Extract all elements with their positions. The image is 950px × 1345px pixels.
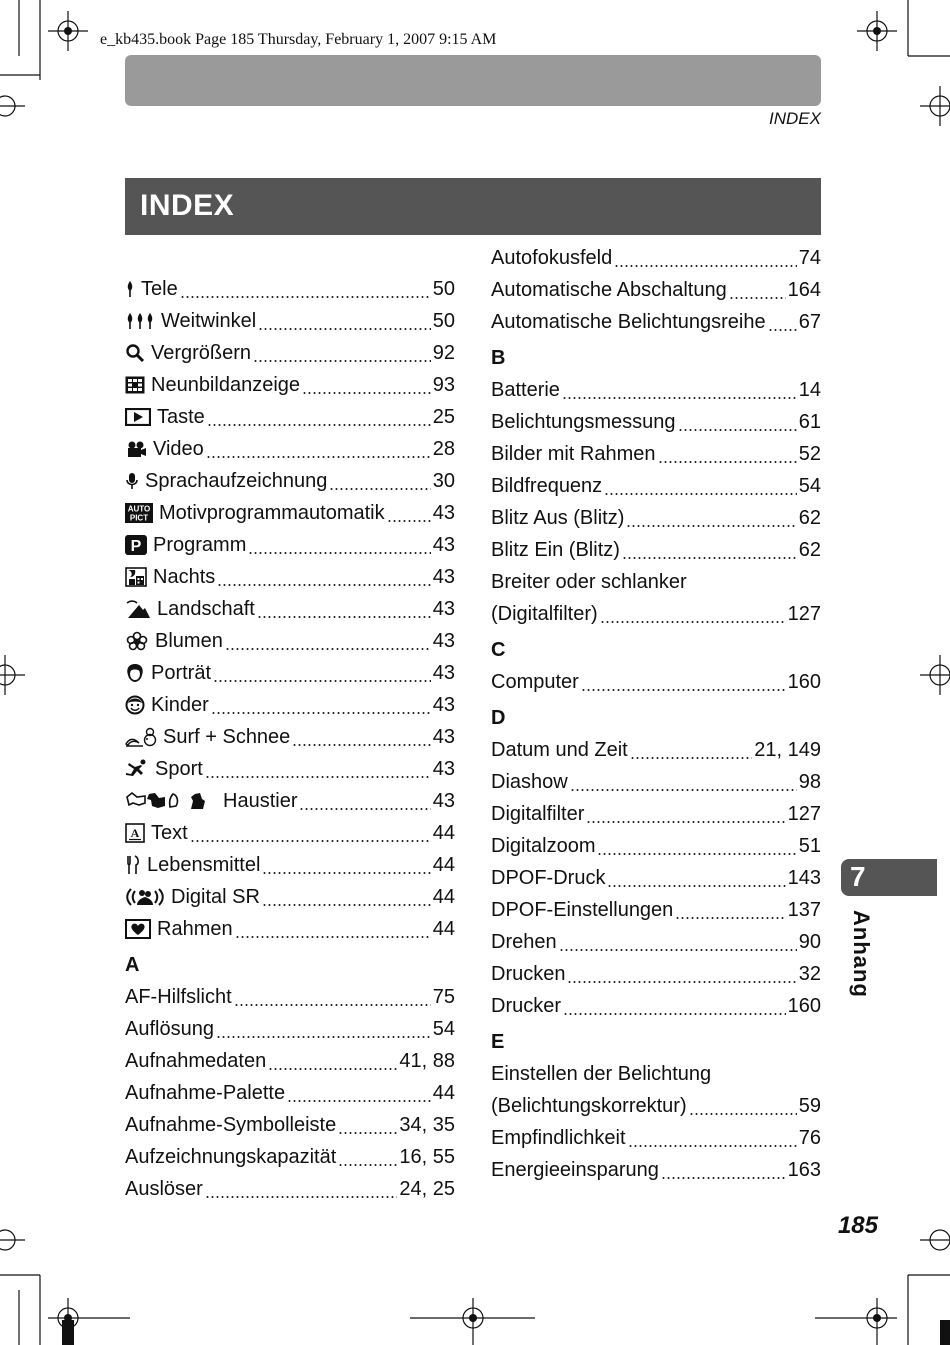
index-term: Datum und Zeit <box>491 739 628 761</box>
index-term: Neunbildanzeige <box>151 374 301 396</box>
dot-leader <box>597 853 796 862</box>
index-page-ref: 164 <box>787 279 821 301</box>
index-page-ref: 51 <box>798 835 821 857</box>
index-page-ref: 143 <box>787 867 821 889</box>
dot-leader <box>586 821 785 830</box>
nine-grid-icon <box>125 375 145 395</box>
dot-leader <box>614 265 797 274</box>
index-term: Programm <box>153 534 247 556</box>
index-term: Digitalfilter <box>491 803 585 825</box>
portrait-icon <box>125 663 145 683</box>
dot-leader <box>225 648 431 657</box>
index-page-ref: 127 <box>787 803 821 825</box>
index-page-ref: 43 <box>432 534 455 556</box>
index-entry <box>125 849 455 881</box>
kids-icon <box>125 695 145 715</box>
index-term: Aufzeichnungskapazität <box>125 1146 337 1168</box>
dot-leader <box>338 1132 397 1141</box>
index-entry <box>125 465 455 497</box>
index-page-ref: 93 <box>432 374 455 396</box>
index-term: Computer <box>491 671 579 693</box>
index-entry <box>491 502 821 534</box>
index-page-ref: 163 <box>787 1159 821 1181</box>
index-entry <box>125 529 455 561</box>
dot-leader <box>268 1068 397 1077</box>
index-page-ref: 127 <box>787 603 821 625</box>
index-term: Autofokusfeld <box>491 247 613 269</box>
dot-leader <box>559 949 797 958</box>
digital-sr-icon <box>125 887 165 907</box>
index-entry <box>125 881 455 913</box>
index-term: Rahmen <box>157 918 233 940</box>
index-entry <box>125 1173 455 1205</box>
index-entry <box>125 1013 455 1045</box>
dot-leader <box>217 584 431 593</box>
dot-leader <box>262 904 431 913</box>
index-entry <box>491 990 821 1022</box>
index-entry <box>125 273 455 305</box>
dot-leader <box>262 872 430 881</box>
index-entry <box>125 1045 455 1077</box>
index-term: Belichtungsmessung <box>491 411 676 433</box>
dot-leader <box>622 557 797 566</box>
print-header: e_kb435.book Page 185 Thursday, February 1, 2007 9:15 AM <box>100 31 497 48</box>
index-page-ref: 90 <box>798 931 821 953</box>
chapter-number: 7 <box>850 861 866 892</box>
dot-leader <box>387 520 431 529</box>
dot-leader <box>581 689 786 698</box>
index-entry <box>491 734 821 766</box>
dot-leader <box>600 621 786 630</box>
page-number: 185 <box>837 1212 878 1239</box>
index-entry <box>125 305 455 337</box>
index-page-ref: 44 <box>432 886 455 908</box>
index-entry <box>491 374 821 406</box>
dot-leader <box>258 328 431 337</box>
title-bar <box>125 178 821 235</box>
index-page-ref: 160 <box>787 995 821 1017</box>
index-term: Taste <box>157 406 205 428</box>
dot-leader <box>675 917 785 926</box>
index-term: Digitalzoom <box>491 835 596 857</box>
index-term: Digital SR <box>171 886 260 908</box>
index-term: Kinder <box>151 694 209 716</box>
index-entry <box>125 753 455 785</box>
index-entry <box>491 894 821 926</box>
index-page-ref: 16, 55 <box>399 1146 455 1168</box>
index-entry-continued: Einstellen der Belichtung <box>491 1062 712 1085</box>
index-page-ref: 43 <box>432 694 455 716</box>
index-entry <box>125 369 455 401</box>
dot-leader <box>234 1004 431 1013</box>
chapter-name <box>846 910 876 1000</box>
dot-leader <box>607 885 785 894</box>
index-entry <box>491 830 821 862</box>
index-page-ref: 30 <box>432 470 455 492</box>
index-page-ref: 75 <box>432 986 455 1008</box>
index-page-ref: 74 <box>798 247 821 269</box>
index-entry <box>491 470 821 502</box>
index-page-ref: 32 <box>798 963 821 985</box>
index-entry <box>125 561 455 593</box>
index-term: Porträt <box>151 662 212 684</box>
index-entry <box>125 689 455 721</box>
index-term: Aufnahme-Palette <box>125 1082 286 1104</box>
index-entry <box>491 1090 821 1122</box>
dot-leader <box>729 297 786 306</box>
index-page-ref: 137 <box>787 899 821 921</box>
index-entry <box>491 274 821 306</box>
dot-leader <box>338 1164 397 1173</box>
dot-leader <box>628 1145 797 1154</box>
index-page-ref: 41, 88 <box>399 1050 455 1072</box>
index-page-ref: 62 <box>798 539 821 561</box>
index-term: Auflösung <box>125 1018 214 1040</box>
sport-icon <box>125 759 149 779</box>
index-page-ref: 44 <box>432 822 455 844</box>
dot-leader <box>567 981 796 990</box>
index-letter-heading: C <box>491 639 506 661</box>
auto-pict-icon <box>125 503 153 523</box>
dot-leader <box>563 1013 786 1022</box>
index-entry <box>491 958 821 990</box>
index-term: Bildfrequenz <box>491 475 603 497</box>
dot-leader <box>206 456 431 465</box>
index-page-ref: 43 <box>432 790 455 812</box>
index-term: Vergrößern <box>151 342 252 364</box>
index-page-ref: 54 <box>798 475 821 497</box>
index-term: Drehen <box>491 931 557 953</box>
index-entry <box>491 926 821 958</box>
index-page-ref: 76 <box>798 1127 821 1149</box>
index-term: Haustier <box>223 790 298 812</box>
index-page-ref: 59 <box>798 1095 821 1117</box>
index-page-ref: 50 <box>432 310 455 332</box>
dot-leader <box>302 392 431 401</box>
index-page-ref: 25 <box>432 406 455 428</box>
index-entry <box>491 438 821 470</box>
index-entry <box>491 798 821 830</box>
dot-leader <box>678 429 797 438</box>
flower-icon <box>125 631 149 651</box>
page-title: INDEX <box>140 189 235 222</box>
index-entry <box>491 306 821 338</box>
index-page-ref: 43 <box>432 598 455 620</box>
playback-icon <box>125 407 151 427</box>
index-page-ref: 67 <box>798 311 821 333</box>
index-entry <box>491 766 821 798</box>
index-entry <box>125 625 455 657</box>
index-term: Motivprogrammautomatik <box>159 502 385 524</box>
index-page-ref: 50 <box>432 278 455 300</box>
microphone-icon <box>125 471 139 491</box>
dot-leader <box>658 461 797 470</box>
section-label: INDEX <box>769 109 821 128</box>
dot-leader <box>604 493 797 502</box>
index-page-ref: 44 <box>432 1082 455 1104</box>
index-page-ref: 43 <box>432 630 455 652</box>
dot-leader <box>180 296 431 305</box>
index-term: Lebensmittel <box>147 854 261 876</box>
index-term: DPOF-Druck <box>491 867 606 889</box>
index-entry <box>125 1077 455 1109</box>
index-entry <box>125 657 455 689</box>
index-term: Automatische Belichtungsreihe <box>491 311 766 333</box>
dot-leader <box>562 397 797 406</box>
svg-text:PICT: PICT <box>129 513 149 523</box>
index-page-ref: 14 <box>798 379 821 401</box>
index-term: Aufnahmedaten <box>125 1050 267 1072</box>
index-term: Auslöser <box>125 1178 203 1200</box>
dot-leader <box>257 616 431 625</box>
chapter-name-text: Anhang <box>849 910 874 998</box>
index-term: Aufnahme-Symbolleiste <box>125 1114 337 1136</box>
index-entry <box>125 721 455 753</box>
video-icon <box>125 439 147 459</box>
index-page-ref: 21, 149 <box>754 739 821 761</box>
index-entry <box>491 598 821 630</box>
index-entry <box>125 817 455 849</box>
wide-icon <box>125 311 155 331</box>
dot-leader <box>216 1036 431 1045</box>
dot-leader <box>207 424 431 433</box>
index-page-ref: 43 <box>432 662 455 684</box>
index-term: AF-Hilfslicht <box>125 986 232 1008</box>
index-page-ref: 44 <box>432 854 455 876</box>
index-entry <box>125 337 455 369</box>
index-letter-heading: A <box>125 954 140 976</box>
tele-icon <box>125 279 135 299</box>
index-entry <box>125 913 455 945</box>
index-term: (Belichtungskorrektur) <box>491 1095 687 1117</box>
chapter-tab <box>841 859 937 896</box>
index-entry <box>125 1141 455 1173</box>
index-term: Bilder mit Rahmen <box>491 443 656 465</box>
index-entry-continued: Breiter oder schlanker <box>491 570 687 593</box>
index-term: Surf + Schnee <box>163 726 291 748</box>
index-entry <box>491 1122 821 1154</box>
dot-leader <box>205 1196 398 1205</box>
index-term: Text <box>151 822 188 844</box>
index-letter-heading: B <box>491 347 506 369</box>
index-term: Energieeinsparung <box>491 1159 659 1181</box>
index-entry <box>491 534 821 566</box>
index-entry <box>125 785 455 817</box>
index-page-ref: 43 <box>432 758 455 780</box>
index-entry <box>125 401 455 433</box>
index-page-ref: 34, 35 <box>399 1114 455 1136</box>
index-page-ref: 43 <box>432 726 455 748</box>
index-term: Nachts <box>153 566 216 588</box>
dot-leader <box>329 488 430 497</box>
index-page-ref: 54 <box>432 1018 455 1040</box>
index-page-ref: 92 <box>432 342 455 364</box>
index-page-ref: 43 <box>432 566 455 588</box>
dot-leader <box>287 1100 431 1109</box>
index-term: Video <box>153 438 204 460</box>
index-column-right <box>491 242 821 1186</box>
text-icon <box>125 823 145 843</box>
index-page-ref: 28 <box>432 438 455 460</box>
index-term: Weitwinkel <box>161 310 257 332</box>
index-term: Drucker <box>491 995 562 1017</box>
pet-icon <box>125 791 217 811</box>
index-term: Blitz Aus (Blitz) <box>491 507 625 529</box>
svg-text:P: P <box>130 538 142 555</box>
index-term: Automatische Abschaltung <box>491 279 727 301</box>
dot-leader <box>661 1177 786 1186</box>
index-letter-heading: E <box>491 1031 505 1053</box>
dot-leader <box>299 808 430 817</box>
svg-text:AUTO: AUTO <box>127 504 151 514</box>
index-entry <box>125 981 455 1013</box>
dot-leader <box>205 776 431 785</box>
svg-text:A: A <box>130 826 140 840</box>
dot-leader <box>211 712 431 721</box>
dot-leader <box>235 936 431 945</box>
index-page-ref: 98 <box>798 771 821 793</box>
index-entry <box>491 406 821 438</box>
magnify-icon <box>125 343 145 363</box>
header-band <box>125 55 821 106</box>
index-term: Drucken <box>491 963 566 985</box>
dot-leader <box>768 329 797 338</box>
index-page-ref: 44 <box>432 918 455 940</box>
index-term: Sprachaufzeichnung <box>145 470 328 492</box>
dot-leader <box>248 552 430 561</box>
surf-snow-icon <box>125 727 157 747</box>
index-page-ref: 61 <box>798 411 821 433</box>
index-page-ref: 160 <box>787 671 821 693</box>
night-icon <box>125 567 147 587</box>
index-term: Empfindlichkeit <box>491 1127 626 1149</box>
dot-leader <box>626 525 796 534</box>
index-entry <box>125 1109 455 1141</box>
index-letter-heading: D <box>491 707 506 729</box>
landscape-icon <box>125 599 151 619</box>
index-entry <box>125 497 455 529</box>
index-term: (Digitalfilter) <box>491 603 598 625</box>
index-entry <box>491 242 821 274</box>
index-column-left <box>125 273 455 1205</box>
index-page-ref: 24, 25 <box>399 1178 455 1200</box>
index-term: Sport <box>155 758 203 780</box>
food-icon <box>125 855 141 875</box>
index-entry <box>491 1154 821 1186</box>
index-entry <box>491 862 821 894</box>
index-entry <box>491 666 821 698</box>
dot-leader <box>630 757 753 766</box>
dot-leader <box>190 840 431 849</box>
index-term: Diashow <box>491 771 568 793</box>
index-entry <box>125 593 455 625</box>
frame-icon <box>125 919 151 939</box>
dot-leader <box>213 680 431 689</box>
index-term: Blitz Ein (Blitz) <box>491 539 620 561</box>
dot-leader <box>253 360 431 369</box>
index-entry <box>125 433 455 465</box>
dot-leader <box>570 789 797 798</box>
index-term: DPOF-Einstellungen <box>491 899 674 921</box>
program-icon <box>125 535 147 555</box>
index-page-ref: 43 <box>432 502 455 524</box>
index-term: Batterie <box>491 379 560 401</box>
index-term: Landschaft <box>157 598 255 620</box>
index-page-ref: 52 <box>798 443 821 465</box>
dot-leader <box>292 744 430 753</box>
index-page-ref: 62 <box>798 507 821 529</box>
index-term: Blumen <box>155 630 223 652</box>
dot-leader <box>689 1113 797 1122</box>
index-term: Tele <box>141 278 178 300</box>
